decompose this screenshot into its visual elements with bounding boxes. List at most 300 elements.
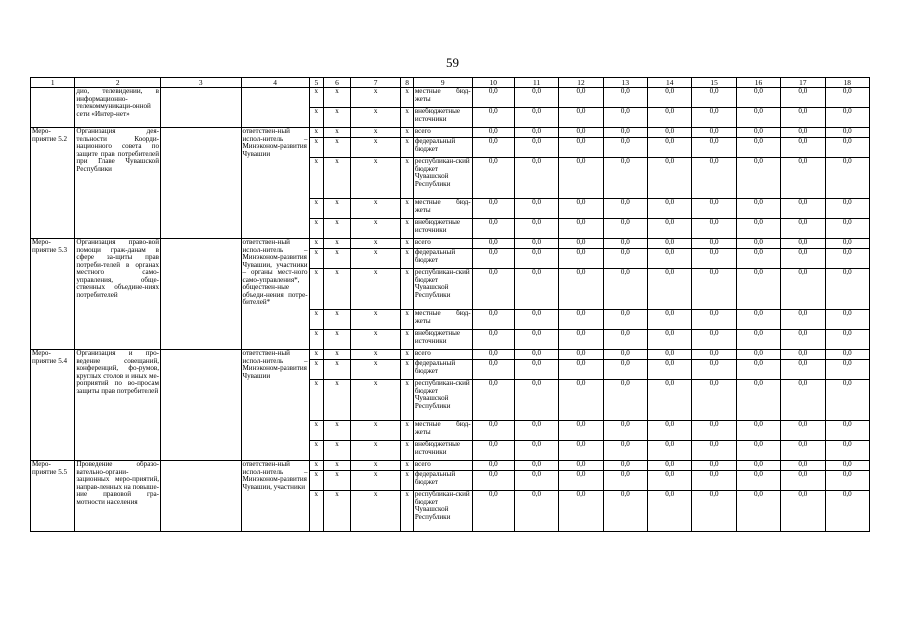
funding-value: 0,0 <box>514 330 558 350</box>
funding-value: 0,0 <box>825 269 869 310</box>
code-x-mark: x <box>401 441 413 461</box>
code-x-mark: x <box>350 491 401 532</box>
funding-value: 0,0 <box>648 88 692 108</box>
code-x-mark: x <box>401 471 413 491</box>
funding-value: 0,0 <box>736 491 780 532</box>
code-x-mark: x <box>401 88 413 108</box>
funding-value: 0,0 <box>472 461 514 471</box>
funding-value: 0,0 <box>472 310 514 330</box>
funding-value: 0,0 <box>825 491 869 532</box>
funding-source: местные бюд-жеты <box>413 310 472 330</box>
funding-value: 0,0 <box>825 380 869 421</box>
column-number-8: 8 <box>401 78 413 88</box>
funding-value: 0,0 <box>603 128 647 138</box>
column-number-1: 1 <box>31 78 75 88</box>
event-code: Меро-приятие 5.3 <box>31 239 75 350</box>
code-x-mark: x <box>309 350 323 360</box>
code-x-mark: x <box>401 199 413 219</box>
funding-value: 0,0 <box>559 350 603 360</box>
funding-value: 0,0 <box>692 128 736 138</box>
code-x-mark: x <box>324 138 351 158</box>
table-row <box>31 461 870 471</box>
funding-value: 0,0 <box>648 158 692 199</box>
code-x-mark: x <box>309 128 323 138</box>
code-x-mark: x <box>324 158 351 199</box>
code-x-mark: x <box>401 461 413 471</box>
funding-value: 0,0 <box>472 330 514 350</box>
code-x-mark: x <box>401 421 413 441</box>
code-x-mark: x <box>350 239 401 249</box>
funding-value: 0,0 <box>559 239 603 249</box>
funding-value: 0,0 <box>472 138 514 158</box>
code-x-mark: x <box>324 88 351 108</box>
column-number-6: 6 <box>324 78 351 88</box>
funding-value: 0,0 <box>603 360 647 380</box>
funding-value: 0,0 <box>559 441 603 461</box>
funding-value: 0,0 <box>692 350 736 360</box>
funding-value: 0,0 <box>825 138 869 158</box>
funding-value: 0,0 <box>736 249 780 269</box>
funding-value: 0,0 <box>825 461 869 471</box>
funding-value: 0,0 <box>736 360 780 380</box>
funding-value: 0,0 <box>648 310 692 330</box>
table-row <box>31 239 870 249</box>
code-x-mark: x <box>324 380 351 421</box>
funding-value: 0,0 <box>559 138 603 158</box>
code-x-mark: x <box>350 310 401 330</box>
code-x-mark: x <box>350 421 401 441</box>
funding-value: 0,0 <box>825 360 869 380</box>
funding-value: 0,0 <box>736 219 780 239</box>
code-x-mark: x <box>401 158 413 199</box>
funding-source: всего <box>413 239 472 249</box>
funding-value: 0,0 <box>781 350 825 360</box>
funding-value: 0,0 <box>692 158 736 199</box>
funding-value: 0,0 <box>559 158 603 199</box>
funding-value: 0,0 <box>736 310 780 330</box>
funding-value: 0,0 <box>603 199 647 219</box>
funding-value: 0,0 <box>736 330 780 350</box>
code-x-mark: x <box>309 441 323 461</box>
code-x-mark: x <box>401 269 413 310</box>
funding-value: 0,0 <box>736 108 780 128</box>
event-code: Меро-приятие 5.5 <box>31 461 75 532</box>
funding-value: 0,0 <box>825 249 869 269</box>
code-x-mark: x <box>401 330 413 350</box>
code-x-mark: x <box>324 491 351 532</box>
event-name: Организация дея-тельности Коорди-национного совета по защите прав потребителей при Главе Чувашской Республики <box>75 128 161 239</box>
funding-value: 0,0 <box>781 108 825 128</box>
funding-value: 0,0 <box>781 330 825 350</box>
funding-value: 0,0 <box>603 239 647 249</box>
code-x-mark: x <box>324 249 351 269</box>
funding-value: 0,0 <box>514 108 558 128</box>
executor: ответствен-ный испол-нитель – Минэконом-развития Чувашии, участники <box>241 461 309 532</box>
funding-value: 0,0 <box>472 219 514 239</box>
funding-value: 0,0 <box>692 471 736 491</box>
column-number-9: 9 <box>413 78 472 88</box>
funding-value: 0,0 <box>692 330 736 350</box>
column-number-18: 18 <box>825 78 869 88</box>
code-x-mark: x <box>350 441 401 461</box>
column-number-4: 4 <box>241 78 309 88</box>
funding-value: 0,0 <box>692 219 736 239</box>
code-x-mark: x <box>324 199 351 219</box>
funding-source: местные бюд-жеты <box>413 199 472 219</box>
funding-value: 0,0 <box>514 310 558 330</box>
funding-value: 0,0 <box>781 219 825 239</box>
funding-value: 0,0 <box>514 461 558 471</box>
code-x-mark: x <box>350 88 401 108</box>
code-x-mark: x <box>350 350 401 360</box>
code-x-mark: x <box>350 471 401 491</box>
funding-value: 0,0 <box>514 360 558 380</box>
event-code: Меро-приятие 5.4 <box>31 350 75 461</box>
funding-value: 0,0 <box>692 421 736 441</box>
code-x-mark: x <box>324 310 351 330</box>
funding-value: 0,0 <box>514 471 558 491</box>
column-number-3: 3 <box>161 78 241 88</box>
funding-value: 0,0 <box>514 219 558 239</box>
funding-value: 0,0 <box>514 441 558 461</box>
funding-value: 0,0 <box>736 421 780 441</box>
funding-value: 0,0 <box>692 310 736 330</box>
code-x-mark: x <box>324 360 351 380</box>
funding-value: 0,0 <box>514 158 558 199</box>
column-number-12: 12 <box>559 78 603 88</box>
funding-value: 0,0 <box>514 269 558 310</box>
funding-value: 0,0 <box>559 249 603 269</box>
funding-value: 0,0 <box>603 350 647 360</box>
funding-value: 0,0 <box>648 219 692 239</box>
funding-value: 0,0 <box>472 88 514 108</box>
funding-source: федеральный бюджет <box>413 249 472 269</box>
goal-cell <box>161 128 241 239</box>
funding-value: 0,0 <box>603 219 647 239</box>
code-x-mark: x <box>401 380 413 421</box>
funding-value: 0,0 <box>559 471 603 491</box>
code-x-mark: x <box>324 471 351 491</box>
code-x-mark: x <box>350 138 401 158</box>
column-number-row <box>31 78 870 88</box>
funding-value: 0,0 <box>603 269 647 310</box>
code-x-mark: x <box>324 421 351 441</box>
funding-value: 0,0 <box>825 108 869 128</box>
funding-source: республикан-ский бюджет Чувашской Республики <box>413 269 472 310</box>
funding-value: 0,0 <box>472 360 514 380</box>
event-code <box>31 88 75 128</box>
code-x-mark: x <box>309 471 323 491</box>
funding-source: федеральный бюджет <box>413 471 472 491</box>
code-x-mark: x <box>309 380 323 421</box>
funding-value: 0,0 <box>781 158 825 199</box>
funding-value: 0,0 <box>781 249 825 269</box>
code-x-mark: x <box>309 138 323 158</box>
code-x-mark: x <box>401 360 413 380</box>
funding-value: 0,0 <box>603 491 647 532</box>
funding-value: 0,0 <box>603 108 647 128</box>
funding-value: 0,0 <box>736 269 780 310</box>
funding-value: 0,0 <box>781 441 825 461</box>
funding-value: 0,0 <box>514 249 558 269</box>
funding-value: 0,0 <box>781 360 825 380</box>
funding-value: 0,0 <box>472 239 514 249</box>
code-x-mark: x <box>309 330 323 350</box>
funding-value: 0,0 <box>514 491 558 532</box>
code-x-mark: x <box>350 158 401 199</box>
funding-value: 0,0 <box>603 421 647 441</box>
goal-cell <box>161 350 241 461</box>
funding-value: 0,0 <box>559 491 603 532</box>
code-x-mark: x <box>309 158 323 199</box>
funding-source: местные бюд-жеты <box>413 421 472 441</box>
funding-value: 0,0 <box>692 441 736 461</box>
funding-value: 0,0 <box>559 108 603 128</box>
funding-value: 0,0 <box>559 199 603 219</box>
funding-value: 0,0 <box>603 88 647 108</box>
funding-value: 0,0 <box>736 138 780 158</box>
column-number-17: 17 <box>781 78 825 88</box>
funding-value: 0,0 <box>736 158 780 199</box>
code-x-mark: x <box>324 108 351 128</box>
funding-value: 0,0 <box>692 360 736 380</box>
funding-value: 0,0 <box>648 138 692 158</box>
funding-value: 0,0 <box>559 310 603 330</box>
funding-source: всего <box>413 128 472 138</box>
code-x-mark: x <box>324 128 351 138</box>
code-x-mark: x <box>309 199 323 219</box>
funding-value: 0,0 <box>648 461 692 471</box>
column-number-16: 16 <box>736 78 780 88</box>
funding-value: 0,0 <box>514 421 558 441</box>
funding-source: федеральный бюджет <box>413 360 472 380</box>
funding-value: 0,0 <box>648 350 692 360</box>
code-x-mark: x <box>309 239 323 249</box>
executor <box>241 88 309 128</box>
funding-value: 0,0 <box>692 461 736 471</box>
funding-value: 0,0 <box>648 269 692 310</box>
funding-value: 0,0 <box>559 330 603 350</box>
funding-source: федеральный бюджет <box>413 138 472 158</box>
code-x-mark: x <box>401 128 413 138</box>
code-x-mark: x <box>324 219 351 239</box>
funding-source: республикан-ский бюджет Чувашской Республики <box>413 380 472 421</box>
funding-value: 0,0 <box>781 88 825 108</box>
funding-value: 0,0 <box>603 158 647 199</box>
code-x-mark: x <box>401 138 413 158</box>
code-x-mark: x <box>309 461 323 471</box>
code-x-mark: x <box>324 461 351 471</box>
funding-value: 0,0 <box>648 128 692 138</box>
code-x-mark: x <box>309 219 323 239</box>
budget-table <box>30 77 870 532</box>
funding-value: 0,0 <box>514 350 558 360</box>
funding-source: внебюджетные источники <box>413 219 472 239</box>
funding-value: 0,0 <box>603 471 647 491</box>
code-x-mark: x <box>324 239 351 249</box>
funding-value: 0,0 <box>781 421 825 441</box>
funding-value: 0,0 <box>825 350 869 360</box>
funding-value: 0,0 <box>648 360 692 380</box>
funding-value: 0,0 <box>559 360 603 380</box>
funding-value: 0,0 <box>559 269 603 310</box>
funding-value: 0,0 <box>781 239 825 249</box>
funding-value: 0,0 <box>472 441 514 461</box>
column-number-15: 15 <box>692 78 736 88</box>
event-code: Меро-приятие 5.2 <box>31 128 75 239</box>
funding-value: 0,0 <box>559 380 603 421</box>
column-number-10: 10 <box>472 78 514 88</box>
code-x-mark: x <box>350 249 401 269</box>
funding-value: 0,0 <box>559 219 603 239</box>
funding-value: 0,0 <box>559 421 603 441</box>
code-x-mark: x <box>324 330 351 350</box>
column-number-13: 13 <box>603 78 647 88</box>
funding-value: 0,0 <box>736 461 780 471</box>
funding-value: 0,0 <box>736 239 780 249</box>
code-x-mark: x <box>401 239 413 249</box>
column-number-7: 7 <box>350 78 401 88</box>
funding-value: 0,0 <box>472 199 514 219</box>
code-x-mark: x <box>350 108 401 128</box>
code-x-mark: x <box>350 219 401 239</box>
executor: ответствен-ный испол-нитель – Минэконом-развития Чувашии, участники – органы мест-ного само-управления*, обществен-ные объеди-нения потре-бителей* <box>241 239 309 350</box>
funding-value: 0,0 <box>648 471 692 491</box>
funding-value: 0,0 <box>472 421 514 441</box>
funding-value: 0,0 <box>736 128 780 138</box>
code-x-mark: x <box>309 421 323 441</box>
event-name: Организация право-вой помощи граж-данам в сфере за-щиты прав потреби-телей в органах местного само-управления, обще-ственных объедине-ниях потребителей <box>75 239 161 350</box>
funding-source: внебюджетные источники <box>413 330 472 350</box>
code-x-mark: x <box>309 491 323 532</box>
funding-value: 0,0 <box>603 310 647 330</box>
executor: ответствен-ный испол-нитель – Минэконом-развития Чувашии <box>241 128 309 239</box>
funding-source: внебюджетные источники <box>413 441 472 461</box>
column-number-2: 2 <box>75 78 161 88</box>
funding-value: 0,0 <box>559 88 603 108</box>
funding-value: 0,0 <box>781 269 825 310</box>
funding-value: 0,0 <box>692 239 736 249</box>
code-x-mark: x <box>401 350 413 360</box>
funding-value: 0,0 <box>825 128 869 138</box>
code-x-mark: x <box>350 199 401 219</box>
funding-value: 0,0 <box>603 441 647 461</box>
code-x-mark: x <box>309 88 323 108</box>
funding-value: 0,0 <box>603 380 647 421</box>
code-x-mark: x <box>309 249 323 269</box>
event-name: дио, телевидении, в информационно-телекоммуникаци-онной сети «Интер-нет» <box>75 88 161 128</box>
code-x-mark: x <box>350 461 401 471</box>
funding-value: 0,0 <box>692 269 736 310</box>
funding-value: 0,0 <box>648 249 692 269</box>
code-x-mark: x <box>350 380 401 421</box>
funding-source: внебюджетные источники <box>413 108 472 128</box>
funding-value: 0,0 <box>559 128 603 138</box>
code-x-mark: x <box>401 491 413 532</box>
funding-value: 0,0 <box>825 199 869 219</box>
column-number-5: 5 <box>309 78 323 88</box>
goal-cell <box>161 461 241 532</box>
code-x-mark: x <box>309 108 323 128</box>
funding-value: 0,0 <box>648 380 692 421</box>
table-row <box>31 88 870 108</box>
funding-source: всего <box>413 350 472 360</box>
goal-cell <box>161 239 241 350</box>
goal-cell <box>161 88 241 128</box>
code-x-mark: x <box>401 249 413 269</box>
funding-value: 0,0 <box>736 350 780 360</box>
funding-value: 0,0 <box>781 199 825 219</box>
funding-value: 0,0 <box>472 471 514 491</box>
code-x-mark: x <box>309 360 323 380</box>
funding-value: 0,0 <box>781 471 825 491</box>
funding-value: 0,0 <box>825 158 869 199</box>
funding-value: 0,0 <box>692 199 736 219</box>
funding-value: 0,0 <box>559 461 603 471</box>
code-x-mark: x <box>324 350 351 360</box>
funding-value: 0,0 <box>825 471 869 491</box>
column-number-11: 11 <box>514 78 558 88</box>
table-row <box>31 128 870 138</box>
funding-value: 0,0 <box>781 380 825 421</box>
event-name: Организация и про-ведение совещаний, конференций, фо-румов, круглых столов и иных ме-роприятий по во-просам защиты прав потребителей <box>75 350 161 461</box>
column-number-14: 14 <box>648 78 692 88</box>
funding-value: 0,0 <box>514 380 558 421</box>
funding-value: 0,0 <box>603 249 647 269</box>
funding-value: 0,0 <box>648 441 692 461</box>
funding-value: 0,0 <box>692 249 736 269</box>
executor: ответствен-ный испол-нитель – Минэконом-развития Чувашии <box>241 350 309 461</box>
code-x-mark: x <box>324 441 351 461</box>
code-x-mark: x <box>350 330 401 350</box>
funding-value: 0,0 <box>514 239 558 249</box>
code-x-mark: x <box>401 219 413 239</box>
code-x-mark: x <box>401 310 413 330</box>
funding-value: 0,0 <box>472 249 514 269</box>
code-x-mark: x <box>309 310 323 330</box>
funding-value: 0,0 <box>472 491 514 532</box>
funding-value: 0,0 <box>781 310 825 330</box>
funding-value: 0,0 <box>603 330 647 350</box>
funding-value: 0,0 <box>781 461 825 471</box>
funding-value: 0,0 <box>472 350 514 360</box>
code-x-mark: x <box>350 360 401 380</box>
funding-value: 0,0 <box>692 380 736 421</box>
funding-value: 0,0 <box>472 108 514 128</box>
funding-value: 0,0 <box>603 138 647 158</box>
code-x-mark: x <box>350 269 401 310</box>
funding-value: 0,0 <box>825 441 869 461</box>
funding-value: 0,0 <box>736 88 780 108</box>
funding-value: 0,0 <box>825 239 869 249</box>
code-x-mark: x <box>309 269 323 310</box>
funding-value: 0,0 <box>648 239 692 249</box>
funding-value: 0,0 <box>692 138 736 158</box>
funding-value: 0,0 <box>781 138 825 158</box>
funding-value: 0,0 <box>781 128 825 138</box>
funding-value: 0,0 <box>825 219 869 239</box>
funding-value: 0,0 <box>736 199 780 219</box>
funding-value: 0,0 <box>514 128 558 138</box>
funding-value: 0,0 <box>648 421 692 441</box>
funding-value: 0,0 <box>736 380 780 421</box>
funding-value: 0,0 <box>472 269 514 310</box>
code-x-mark: x <box>401 108 413 128</box>
funding-value: 0,0 <box>472 128 514 138</box>
funding-source: всего <box>413 461 472 471</box>
funding-source: республикан-ский бюджет Чувашской Республики <box>413 158 472 199</box>
code-x-mark: x <box>324 269 351 310</box>
